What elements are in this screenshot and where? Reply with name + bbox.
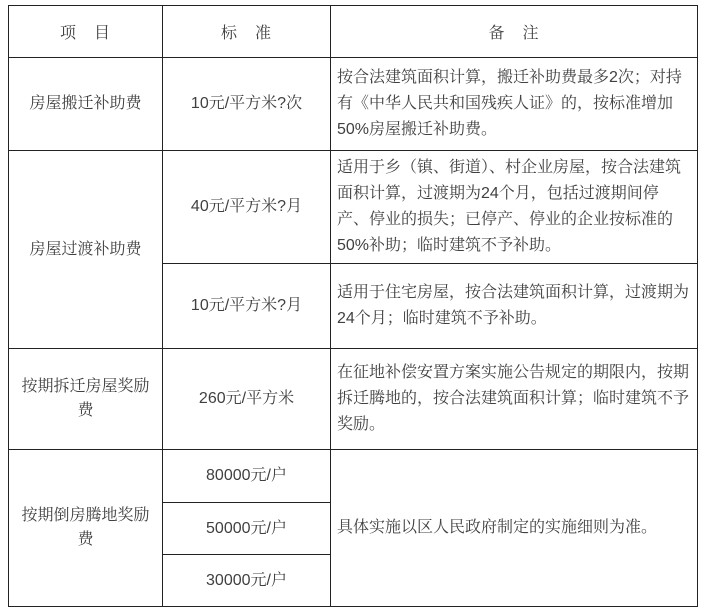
table-row-vacate-reward-tier1 — [9, 450, 698, 503]
item-cell: 按期拆迁房屋奖励费 — [9, 349, 163, 450]
item-cell: 按期倒房腾地奖励费 — [9, 450, 163, 607]
standard-cell: 80000元/户 — [163, 450, 331, 503]
table-row-transition-subsidy-enterprise — [9, 151, 698, 264]
standard-cell: 260元/平方米 — [163, 349, 331, 450]
note-cell: 适用于乡（镇、街道）、村企业房屋，按合法建筑面积计算，过渡期为24个月，包括过渡期间停产、停业的损失；已停产、停业的企业按标准的50%补助；临时建筑不予补助。 — [331, 151, 698, 264]
note-cell: 适用于住宅房屋，按合法建筑面积计算，过渡期为24个月；临时建筑不予补助。 — [331, 264, 698, 349]
header-note: 备 注 — [331, 6, 698, 58]
standard-cell: 10元/平方米?月 — [163, 264, 331, 349]
table-row-moving-subsidy — [9, 58, 698, 151]
item-cell: 房屋搬迁补助费 — [9, 58, 163, 151]
compensation-standards-table — [8, 5, 698, 607]
standard-cell: 40元/平方米?月 — [163, 151, 331, 264]
standard-cell: 50000元/户 — [163, 503, 331, 555]
standard-cell: 10元/平方米?次 — [163, 58, 331, 151]
header-item: 项 目 — [9, 6, 163, 58]
note-cell: 具体实施以区人民政府制定的实施细则为准。 — [331, 450, 698, 607]
table-row-ontime-demolition-reward — [9, 349, 698, 450]
standard-cell: 30000元/户 — [163, 555, 331, 607]
note-cell: 在征地补偿安置方案实施公告规定的期限内，按期拆迁腾地的，按合法建筑面积计算；临时建筑不予奖励。 — [331, 349, 698, 450]
header-standard: 标 准 — [163, 6, 331, 58]
note-cell: 按合法建筑面积计算，搬迁补助费最多2次；对持有《中华人民共和国残疾人证》的，按标准增加50%房屋搬迁补助费。 — [331, 58, 698, 151]
table-header-row — [9, 6, 698, 58]
item-cell: 房屋过渡补助费 — [9, 151, 163, 349]
